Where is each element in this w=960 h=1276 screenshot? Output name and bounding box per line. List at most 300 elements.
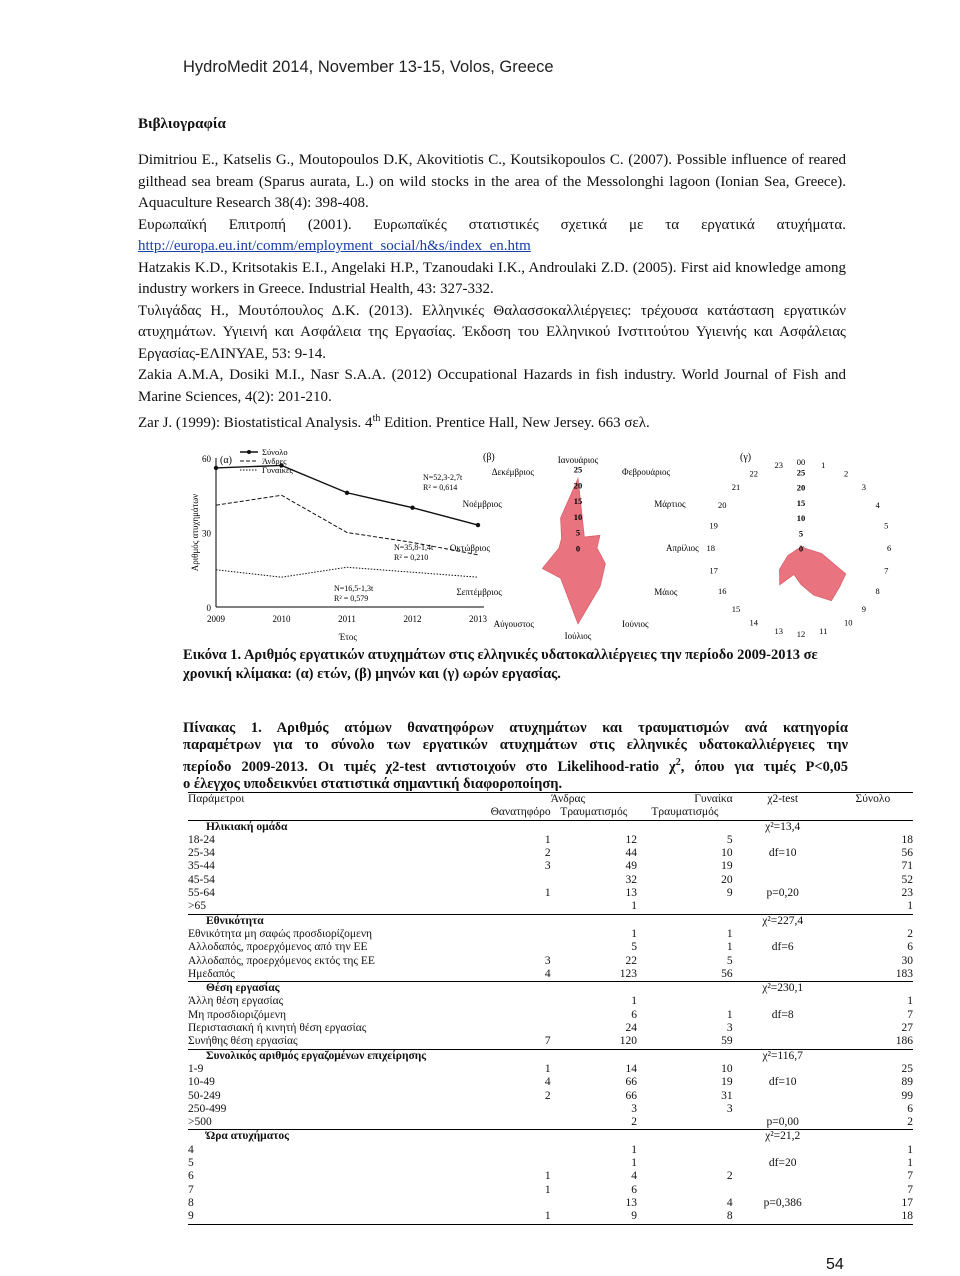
- regression-r2: R² = 0,579: [334, 594, 369, 603]
- table-caption-line4: ο έλεγχος υποδεικνύει στατιστικά σημαντική διαφοροποίηση.: [183, 775, 563, 792]
- y-axis-label: Αριθμός ατυχημάτων: [190, 493, 200, 572]
- group-chi-value: χ²=21,2: [765, 1130, 801, 1143]
- radar-category-label: 10: [844, 617, 853, 628]
- cell-empty: [637, 914, 733, 928]
- table-row: [188, 874, 913, 887]
- panel-label-a: (α): [220, 455, 232, 466]
- row-label: Περιστασιακή ή κινητή θέση εργασίας: [188, 1022, 367, 1035]
- table-row: [188, 834, 913, 847]
- cell-empty: [458, 820, 550, 834]
- cell-chi: df=6: [771, 941, 794, 954]
- cell-men-fatal: [458, 941, 550, 954]
- regression-equation: N=52,3-2,7t: [423, 473, 463, 482]
- radar-category-label: Ιούλιος: [564, 631, 592, 641]
- table-row: [188, 1184, 913, 1197]
- table-row: [188, 955, 913, 968]
- cell-women-injury: [637, 1144, 733, 1157]
- table-row: [188, 887, 913, 900]
- table-caption-line3: [183, 754, 848, 776]
- cell-chi: [733, 1170, 833, 1183]
- figure-caption: Εικόνα 1. Αριθμός εργατικών ατυχημάτων στις ελληνικές υδατοκαλλιέργειες την περίοδο 2009-2013 σε χρονική κλίμακα: (α) ετών, (β) μηνών και (γ) ωρών εργασίας.: [183, 647, 818, 682]
- cell-chi: [733, 1035, 833, 1049]
- table-group-row: [188, 820, 913, 834]
- cell-empty: [458, 1130, 550, 1144]
- table-row: [188, 1103, 913, 1116]
- cell-total: 18: [901, 833, 913, 846]
- cell-empty: [637, 820, 733, 834]
- cell-chi: df=20: [768, 1157, 797, 1170]
- header-fatal: Θανατηφόρο: [458, 806, 550, 820]
- group-title: Ώρα ατυχήματος: [206, 1130, 290, 1143]
- cell-chi: p=0,20: [766, 887, 799, 900]
- table-row: [188, 1116, 913, 1130]
- cell-total: 99: [901, 1089, 913, 1102]
- cell-men-injury: 12: [625, 833, 638, 846]
- cell-chi: df=10: [768, 1076, 797, 1089]
- cell-men-injury: 1: [551, 900, 637, 914]
- row-label: 1-9: [188, 1062, 204, 1075]
- cell-women-injury: [637, 995, 733, 1008]
- cell-chi: [733, 834, 833, 847]
- legend-label: Γυναίκες: [262, 465, 293, 475]
- table-row: [188, 847, 913, 860]
- cell-empty: [551, 914, 637, 928]
- group-chi-value: χ²=227,4: [762, 914, 804, 927]
- cell-chi: df=10: [768, 847, 797, 860]
- cell-men-injury: 1: [631, 1143, 638, 1156]
- header-injury-women: Τραυματισμός: [637, 806, 733, 820]
- chart-panel-c: [707, 452, 892, 639]
- cell-empty: [833, 982, 913, 996]
- cell-men-injury: 32: [625, 873, 638, 886]
- table-header-row-1: [188, 793, 913, 807]
- cell-chi: [733, 874, 833, 887]
- cell-women-injury: [637, 1116, 733, 1130]
- cell-chi: [733, 968, 833, 982]
- cell-chi: [733, 928, 833, 941]
- header-parameters: Παράμετροι: [188, 793, 458, 807]
- panel-label-c: (γ): [740, 452, 752, 463]
- cell-men-fatal: 1: [544, 1062, 551, 1075]
- reference-url-link[interactable]: http://europa.eu.int/comm/employment_social/h&s/index_en.htm: [138, 238, 531, 254]
- cell-men-fatal: [458, 1157, 550, 1170]
- reference-dimitriou: Dimitriou E., Katselis G., Moutopoulos D.K, Akovitiotis C., Koutsikopoulos C. (2007). Possible influence of reared gilthead sea bream (Sparus aurata, L.) on wild stocks in the area of the Messolonghi lagoon (Ionian Sea, Greece). Aquaculture Research 38(4): 398-408.: [138, 152, 846, 211]
- radar-tick-label: 5: [575, 527, 581, 538]
- cell-chi: [733, 955, 833, 968]
- row-label: 8: [188, 1196, 194, 1209]
- radar-category-label: 00: [796, 457, 806, 467]
- cell-chi: df=8: [771, 1008, 794, 1021]
- cell-women-injury: 3: [726, 1022, 733, 1035]
- cell-total: 25: [901, 1062, 913, 1075]
- panel-label-b: (β): [483, 452, 495, 463]
- cell-men-injury: 1: [631, 995, 638, 1008]
- radar-category-label: Νοέμβριος: [462, 499, 502, 509]
- reference-zakia: Zakia A.M.A, Dosiki M.I., Nasr S.A.A. (2012) Occupational Hazards in fish industry. World Journal of Fish and Marine Sciences, 4(2): 201-210.: [138, 367, 846, 405]
- header-women: Γυναίκα: [637, 793, 733, 807]
- cell-women-injury: [637, 1157, 733, 1170]
- series-point: [410, 505, 414, 509]
- table-row: [188, 1210, 913, 1224]
- group-title: Συνολικός αριθμός εργαζομένων επιχείρησης: [206, 1049, 427, 1062]
- cell-empty: [551, 820, 637, 834]
- row-label: 50-249: [188, 1089, 221, 1102]
- cell-empty: [458, 982, 550, 996]
- cell-chi: p=0,386: [763, 1196, 802, 1209]
- cell-chi: p=0,00: [733, 1116, 833, 1130]
- cell-men-fatal: [458, 874, 550, 887]
- row-label: >65: [188, 900, 458, 914]
- cell-total: 7: [907, 1183, 913, 1196]
- header-spacer-3: [833, 806, 913, 820]
- radar-category-label: Σεπτέμβριος: [456, 587, 502, 597]
- running-header: HydroMedit 2014, November 13-15, Volos, Greece: [183, 58, 554, 76]
- cell-men-fatal: [458, 900, 550, 914]
- row-label: 45-54: [188, 873, 215, 886]
- radar-category-label: 13: [774, 626, 783, 637]
- cell-empty: [637, 1049, 733, 1063]
- radar-category-label: 11: [819, 626, 828, 637]
- legend-label: Άνδρες: [262, 456, 287, 466]
- radar-tick-label: 15: [796, 497, 806, 508]
- cell-chi: [733, 900, 833, 914]
- row-label: 9: [188, 1210, 458, 1224]
- cell-total: 27: [901, 1022, 913, 1035]
- legend-label: Σύνολο: [262, 447, 288, 457]
- radar-category-label: 2: [844, 468, 849, 479]
- section-title: Βιβλιογραφία: [138, 116, 226, 132]
- cell-women-injury: 31: [721, 1089, 733, 1102]
- cell-empty: [833, 914, 913, 928]
- cell-total: 6: [907, 941, 913, 954]
- cell-total: 2: [833, 1116, 913, 1130]
- table-row: [188, 1022, 913, 1035]
- row-label: Μη προσδιοριζόμενη: [188, 1008, 287, 1021]
- table-row: [188, 1157, 913, 1170]
- reference-list: [138, 150, 846, 435]
- radar-category-label: Δεκέμβριος: [491, 466, 534, 477]
- cell-empty: [833, 1049, 913, 1063]
- table-group-row: [188, 914, 913, 928]
- cell-men-fatal: 1: [544, 833, 551, 846]
- cell-total: 1: [907, 995, 913, 1008]
- cell-empty: [458, 914, 550, 928]
- radar-category-label: Οκτώβριος: [449, 543, 490, 553]
- cell-total: 18: [833, 1210, 913, 1224]
- header-spacer-2: [733, 806, 833, 820]
- cell-men-injury: 2: [551, 1116, 637, 1130]
- group-chi-value: χ²=230,1: [762, 982, 804, 995]
- row-label: 7: [188, 1183, 194, 1196]
- cell-women-injury: 10: [721, 847, 733, 860]
- cell-men-injury: 120: [551, 1035, 637, 1049]
- cell-women-injury: 19: [721, 1076, 733, 1089]
- cell-men-injury: 3: [631, 1102, 638, 1115]
- reference-eu-url-line: [138, 236, 846, 258]
- radar-tick-label: 10: [573, 511, 583, 522]
- cell-women-injury: 20: [721, 873, 733, 886]
- radar-tick-label: 20: [573, 480, 583, 491]
- table-row: [188, 995, 913, 1008]
- header-men: Άνδρας: [551, 793, 637, 807]
- cell-total: 89: [901, 1076, 913, 1089]
- cell-women-injury: 8: [637, 1210, 733, 1224]
- cell-men-injury: 13: [625, 1196, 638, 1209]
- radar-category-label: 4: [875, 500, 880, 510]
- cell-women-injury: 59: [637, 1035, 733, 1049]
- x-tick-label: 2010: [272, 614, 291, 624]
- chart-panel-a: [190, 447, 488, 642]
- radar-category-label: 19: [709, 520, 718, 531]
- cell-men-fatal: [458, 1103, 550, 1116]
- radar-category-label: Ιανουάριος: [557, 455, 599, 465]
- radar-category-label: 15: [731, 603, 741, 614]
- cell-women-injury: 1: [726, 941, 733, 954]
- group-title: Εθνικότητα: [206, 914, 264, 927]
- radar-category-label: 8: [875, 586, 880, 596]
- table-row: [188, 1170, 913, 1183]
- radar-category-label: Φεβρουάριος: [622, 466, 671, 477]
- cell-empty: [833, 820, 913, 834]
- radar-tick-label: 0: [575, 543, 581, 554]
- cell-women-injury: 4: [726, 1196, 733, 1209]
- cell-total: 23: [901, 887, 913, 900]
- legend-marker: [247, 450, 251, 454]
- reference-zar: [138, 408, 846, 435]
- radar-category-label: 3: [861, 482, 867, 493]
- x-tick-label: 2013: [469, 614, 487, 624]
- cell-chi: [733, 1090, 833, 1103]
- y-tick-label: 60: [202, 454, 211, 464]
- table-group-row: [188, 1130, 913, 1144]
- cell-men-fatal: [458, 1022, 550, 1035]
- cell-men-injury: 22: [625, 954, 638, 967]
- header-injury-men: Τραυματισμός: [551, 806, 637, 820]
- header-total: Σύνολο: [833, 793, 913, 807]
- cell-chi: [733, 1210, 833, 1224]
- cell-women-injury: 9: [726, 887, 733, 900]
- cell-men-injury: 6: [631, 1183, 638, 1196]
- regression-equation: N=16,5-1,3t: [334, 584, 374, 593]
- cell-men-injury: 44: [625, 847, 638, 860]
- cell-men-fatal: 3: [544, 954, 551, 967]
- radar-category-label: 20: [718, 500, 727, 510]
- series-point: [476, 523, 480, 527]
- row-label: Αλλοδαπός, προερχόμενος από την ΕΕ: [188, 941, 368, 954]
- radar-category-label: Μάιος: [654, 587, 678, 597]
- cell-empty: [551, 982, 637, 996]
- reference-zar-text-end: Edition. Prentice Hall, New Jersey. 663 σελ.: [380, 415, 650, 431]
- radar-category-label: Ιούνιος: [622, 619, 649, 630]
- radar-area: [780, 545, 846, 601]
- cell-men-injury: 13: [625, 887, 638, 900]
- header-spacer: [188, 806, 458, 820]
- cell-women-injury: [637, 900, 733, 914]
- cell-women-injury: [637, 1184, 733, 1197]
- y-tick-label: 30: [202, 528, 211, 539]
- reference-hatzakis: Hatzakis K.D., Kritsotakis E.I., Angelaki H.P., Tzanoudaki I.K., Androulaki Z.D. (2005). First aid knowledge among industry workers in Greece. Industrial Health, 43: 327-332.: [138, 259, 846, 297]
- radar-tick-label: 5: [798, 528, 804, 539]
- cell-men-fatal: [458, 1144, 550, 1157]
- table-caption-line3-sup: 2: [675, 757, 681, 768]
- x-tick-label: 2009: [207, 614, 225, 624]
- group-title: Ηλικιακή ομάδα: [206, 820, 288, 833]
- cell-chi: [733, 1103, 833, 1116]
- cell-men-fatal: 1: [544, 1183, 551, 1196]
- cell-men-injury: 66: [625, 1089, 638, 1102]
- header-chi-test: χ2-test: [733, 793, 833, 807]
- cell-empty: [637, 982, 733, 996]
- cell-men-injury: 14: [625, 1062, 638, 1075]
- radar-category-label: 22: [749, 468, 758, 479]
- cell-men-fatal: 1: [544, 1170, 551, 1183]
- table-caption-line1: Πίνακας 1. Αριθμός ατόμων θανατηφόρων ατυχημάτων και τραυματισμών ανά κατηγορία: [183, 720, 848, 736]
- cell-women-injury: 56: [637, 968, 733, 982]
- cell-total: 2: [907, 927, 913, 940]
- cell-men-fatal: [458, 1009, 550, 1022]
- reference-zar-text: Zar J. (1999): Biostatistical Analysis. 4: [138, 415, 373, 431]
- cell-total: 1: [833, 900, 913, 914]
- x-axis-label: Έτος: [339, 632, 357, 642]
- radar-tick-label: 25: [573, 464, 583, 475]
- cell-chi: [733, 860, 833, 873]
- cell-women-injury: 2: [726, 1170, 733, 1183]
- table-group-row: [188, 1049, 913, 1063]
- row-label: Ημεδαπός: [188, 968, 458, 982]
- row-label: Αλλοδαπός, προερχόμενος εκτός της ΕΕ: [188, 954, 375, 967]
- group-title: Θέση εργασίας: [206, 982, 280, 995]
- cell-total: 186: [833, 1035, 913, 1049]
- radar-category-label: 18: [706, 543, 715, 553]
- cell-total: 6: [907, 1102, 913, 1115]
- radar-category-label: 14: [749, 617, 758, 628]
- cell-women-injury: 1: [726, 927, 733, 940]
- cell-men-fatal: 3: [544, 860, 551, 873]
- cell-empty: [551, 1130, 637, 1144]
- cell-women-injury: 5: [726, 954, 733, 967]
- x-tick-label: 2012: [403, 614, 422, 624]
- cell-men-fatal: 4: [458, 968, 550, 982]
- radar-tick-label: 10: [796, 513, 806, 524]
- series-line: [216, 567, 478, 577]
- cell-men-fatal: [458, 1116, 550, 1130]
- series-point: [345, 491, 349, 495]
- row-label: 5: [188, 1157, 194, 1170]
- table-group-row: [188, 982, 913, 996]
- row-label: 4: [188, 1143, 194, 1156]
- cell-total: 1: [907, 1157, 913, 1170]
- table-row: [188, 1063, 913, 1076]
- cell-women-injury: 3: [726, 1102, 733, 1115]
- row-label: >500: [188, 1116, 458, 1130]
- radar-tick-label: 25: [796, 467, 806, 478]
- table-row: [188, 900, 913, 914]
- series-line: [216, 495, 478, 555]
- figure-1: [0, 435, 960, 655]
- table-row: [188, 928, 913, 941]
- row-label: 25-34: [188, 847, 215, 860]
- cell-men-injury: 4: [631, 1170, 638, 1183]
- regression-r2: R² = 0,210: [394, 553, 429, 562]
- cell-men-fatal: 2: [544, 847, 551, 860]
- row-label: 35-44: [188, 860, 215, 873]
- cell-men-fatal: [458, 928, 550, 941]
- cell-men-injury: 1: [631, 1157, 638, 1170]
- reference-tyligadas: Τυλιγάδας Η., Μουτόπουλος Δ.Κ. (2013). Ελληνικές Θαλασσοκαλλιέργειες: τρέχουσα κατάσταση εργατικών ατυχημάτων. Υγιεινή και Ασφάλεια της Εργασίας. Έκδοση του Ελληνικού Ινστιτούτου Υγιεινής και Ασφάλειας Εργασίας-ΕΛΙΝΥΑΕ, 53: 9-14.: [138, 302, 846, 362]
- radar-category-label: 5: [884, 520, 889, 531]
- y-tick-label: 0: [206, 603, 211, 613]
- radar-category-label: Μάρτιος: [654, 499, 686, 509]
- table-row: [188, 1076, 913, 1089]
- radar-category-label: 1: [821, 459, 826, 470]
- cell-men-injury: 1: [631, 927, 638, 940]
- row-label: Συνήθης θέση εργασίας: [188, 1035, 458, 1049]
- cell-empty: [551, 1049, 637, 1063]
- row-label: 250-499: [188, 1102, 227, 1115]
- cell-men-injury: 123: [551, 968, 637, 982]
- row-label: Εθνικότητα μη σαφώς προσδιορίζομενη: [188, 927, 373, 940]
- cell-men-fatal: 4: [544, 1076, 551, 1089]
- cell-total: 56: [901, 847, 913, 860]
- reference-eu-commission: Ευρωπαϊκή Επιτροπή (2001). Ευρωπαϊκές στατιστικές σχετικά με τα εργατικά ατυχήματα.: [138, 216, 846, 233]
- table-caption-line3-a: περίοδο 2009-2013. Οι τιμές χ2-test αντιστοιχούν στο Likelihood-ratio χ: [183, 758, 676, 775]
- table-row: [188, 1197, 913, 1210]
- radar-category-label: 12: [796, 629, 806, 639]
- table-row: [188, 1009, 913, 1022]
- cell-men-fatal: [458, 995, 550, 1008]
- row-label: 6: [188, 1170, 194, 1183]
- cell-men-injury: 66: [625, 1076, 638, 1089]
- cell-men-injury: 5: [631, 941, 638, 954]
- radar-category-label: Αύγουστος: [493, 619, 534, 630]
- cell-total: 71: [901, 860, 913, 873]
- cell-men-fatal: 1: [544, 887, 551, 900]
- table-row: [188, 1035, 913, 1049]
- cell-empty: [637, 1130, 733, 1144]
- cell-women-injury: 19: [721, 860, 733, 873]
- table-row: [188, 941, 913, 954]
- table-row: [188, 860, 913, 873]
- cell-total: 30: [901, 954, 913, 967]
- cell-men-injury: 6: [631, 1008, 638, 1021]
- radar-category-label: Απρίλιος: [666, 543, 699, 553]
- cell-men-injury: 9: [551, 1210, 637, 1224]
- cell-chi: [733, 1022, 833, 1035]
- radar-tick-label: 20: [796, 482, 806, 493]
- table-row: [188, 968, 913, 982]
- cell-chi: [733, 1063, 833, 1076]
- reference-zar-sup: th: [372, 413, 381, 424]
- table-caption-line3-b: , όπου για τιμές P<0,05: [680, 758, 848, 775]
- radar-category-label: 23: [774, 459, 783, 470]
- cell-men-injury: 24: [625, 1022, 638, 1035]
- radar-category-label: 17: [709, 565, 718, 576]
- cell-total: 183: [833, 968, 913, 982]
- row-label: 10-49: [188, 1076, 215, 1089]
- group-chi-value: χ²=13,4: [765, 820, 801, 833]
- radar-tick-label: 15: [573, 496, 583, 507]
- group-chi-value: χ²=116,7: [762, 1049, 803, 1062]
- cell-chi: [733, 1144, 833, 1157]
- radar-category-label: 21: [731, 482, 741, 493]
- table-1: [188, 792, 913, 1225]
- row-label: 18-24: [188, 833, 215, 846]
- radar-category-label: 9: [861, 603, 867, 614]
- cell-men-fatal: [458, 1197, 550, 1210]
- table-row: [188, 1090, 913, 1103]
- table-row: [188, 1144, 913, 1157]
- cell-men-fatal: 7: [458, 1035, 550, 1049]
